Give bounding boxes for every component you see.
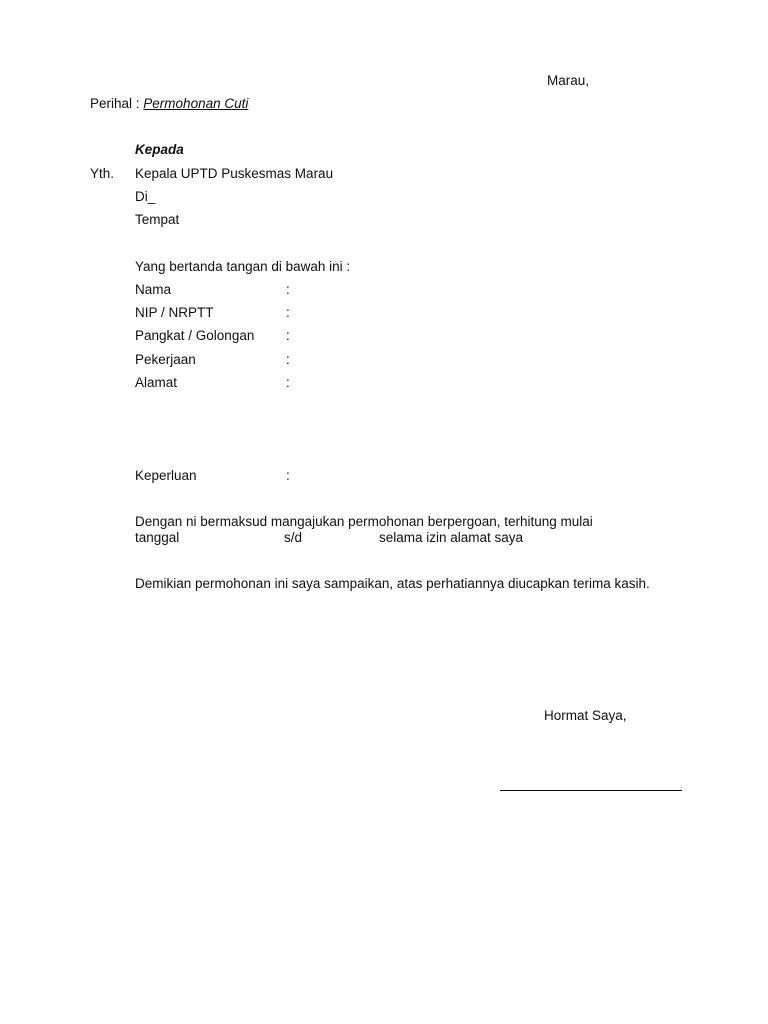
yth-label: Yth. — [90, 166, 115, 181]
body-paragraph-2: Demikian permohonan ini saya sampaikan, atas perhatiannya diucapkan terima kasih. — [135, 576, 650, 591]
recipient-name: Kepala UPTD Puskesmas Marau — [135, 166, 334, 181]
to-heading: Kepada — [135, 142, 184, 157]
field-colon: : — [286, 328, 290, 343]
closing: Hormat Saya, — [544, 708, 627, 723]
body-sd: s/d — [284, 530, 303, 545]
field-label-pekerjaan: Pekerjaan — [135, 352, 196, 367]
body-paragraph-1-line-1: Dengan ni bermaksud mangajukan permohonan berpergoan, terhitung mulai — [135, 514, 593, 529]
field-colon: : — [286, 352, 290, 367]
purpose-colon: : — [286, 468, 290, 483]
intro-text: Yang bertanda tangan di bawah ini : — [135, 259, 351, 274]
signature-line — [500, 790, 682, 791]
field-colon: : — [286, 375, 290, 390]
field-label-nip: NIP / NRPTT — [135, 305, 214, 320]
field-colon: : — [286, 305, 290, 320]
field-label-pangkat: Pangkat / Golongan — [135, 328, 255, 343]
recipient-place: Tempat — [135, 212, 180, 227]
field-label-alamat: Alamat — [135, 375, 178, 390]
field-colon: : — [286, 282, 290, 297]
subject-line — [90, 96, 248, 112]
subject-label: Perihal : — [90, 96, 140, 111]
field-label-nama: Nama — [135, 282, 172, 297]
subject-value: Permohonan Cuti — [143, 96, 249, 111]
letter-place: Marau, — [547, 73, 590, 88]
purpose-label: Keperluan — [135, 468, 197, 483]
recipient-di: Di_ — [135, 189, 156, 204]
body-paragraph-1-end: selama izin alamat saya — [379, 530, 524, 545]
body-tanggal: tanggal — [135, 530, 180, 545]
